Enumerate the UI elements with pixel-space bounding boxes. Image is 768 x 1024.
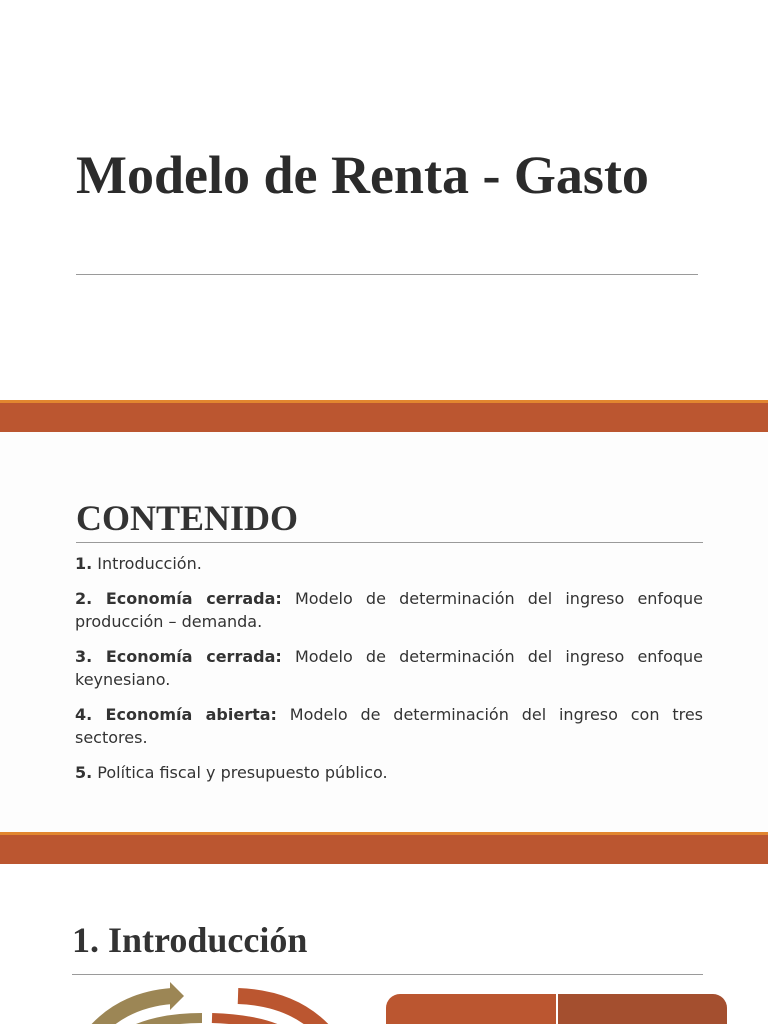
process-boxes bbox=[386, 994, 727, 1024]
contents-item-topic: Economía cerrada: bbox=[92, 589, 282, 608]
contents-item-number: 4. bbox=[75, 705, 93, 724]
contents-item bbox=[75, 761, 703, 784]
contents-item bbox=[75, 552, 703, 575]
contents-item-text: Modelo de determinación del ingreso enfoque producción – demanda. bbox=[75, 589, 703, 631]
contents-item-topic: Economía abierta: bbox=[92, 705, 277, 724]
contents-item bbox=[75, 587, 703, 633]
contents-item-text: Política fiscal y presupuesto público. bbox=[92, 763, 388, 782]
contents-item-number: 1. bbox=[75, 554, 93, 573]
inner-rust-arc bbox=[212, 1018, 292, 1024]
inner-tan-arc bbox=[120, 1018, 202, 1024]
title-divider bbox=[76, 274, 698, 275]
slide-separator-band bbox=[0, 832, 768, 864]
contents-item-topic: Economía cerrada: bbox=[92, 647, 282, 666]
contents-item-number: 2. bbox=[75, 589, 93, 608]
contents-item-number: 5. bbox=[75, 763, 93, 782]
process-box bbox=[386, 994, 556, 1024]
contents-item bbox=[75, 703, 703, 749]
contents-item-number: 3. bbox=[75, 647, 93, 666]
slide-contents bbox=[0, 432, 768, 832]
contents-divider bbox=[76, 542, 703, 543]
contents-item bbox=[75, 645, 703, 691]
slide-separator-band bbox=[0, 400, 768, 432]
contents-heading: CONTENIDO bbox=[76, 498, 299, 538]
slide-title bbox=[0, 0, 768, 400]
introduction-heading: 1. Introducción bbox=[72, 920, 308, 960]
tan-arrowhead bbox=[170, 982, 184, 1010]
contents-item-text: Modelo de determinación del ingreso enfoque keynesiano. bbox=[75, 647, 703, 689]
process-box bbox=[556, 994, 727, 1024]
introduction-divider bbox=[72, 974, 703, 975]
slide-introduction bbox=[0, 864, 768, 1024]
cycle-arrows-graphic bbox=[80, 978, 340, 1024]
contents-list bbox=[75, 552, 703, 796]
contents-item-text: Introducción. bbox=[92, 554, 202, 573]
contents-item-text: Modelo de determinación del ingreso con tres sectores. bbox=[75, 705, 704, 747]
presentation-title: Modelo de Renta - Gasto bbox=[76, 145, 649, 205]
